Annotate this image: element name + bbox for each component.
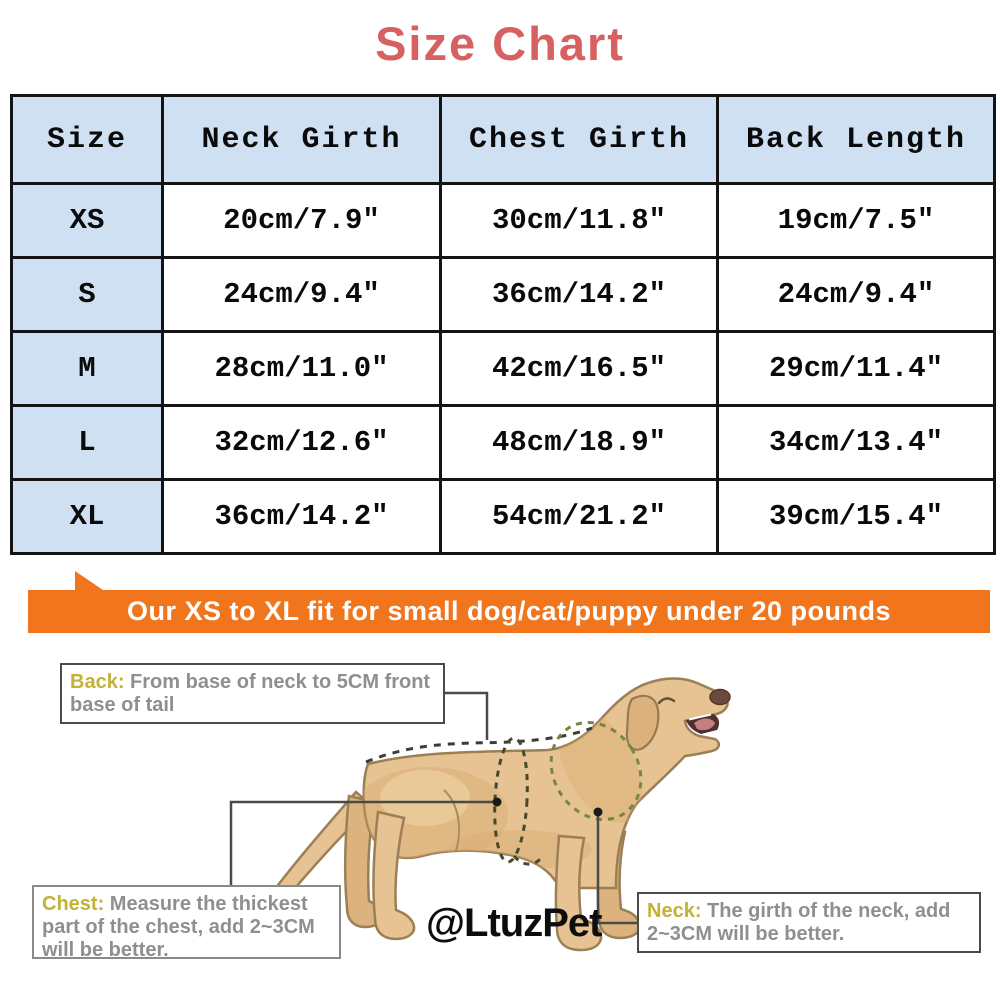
cell-chest: 42cm/16.5″ xyxy=(441,332,718,406)
header-size: Size xyxy=(12,96,163,184)
connector-neck-dot xyxy=(594,808,603,817)
chest-annotation-label: Chest: xyxy=(42,893,105,915)
cell-neck: 24cm/9.4″ xyxy=(163,258,441,332)
neck-annotation-label: Neck: xyxy=(647,900,702,922)
dog-nose xyxy=(710,690,730,705)
cell-chest: 30cm/11.8″ xyxy=(441,184,718,258)
neck-annotation-box xyxy=(637,892,981,953)
neck-annotation-text: The girth of the neck, add 2~3CM will be better. xyxy=(647,900,951,945)
cell-neck: 20cm/7.9″ xyxy=(163,184,441,258)
cell-size: M xyxy=(12,332,163,406)
cell-neck: 36cm/14.2″ xyxy=(163,480,441,554)
page-title: Size Chart xyxy=(375,17,625,70)
cell-back: 39cm/15.4″ xyxy=(718,480,995,554)
back-annotation-text: From base of neck to 5CM front base of tail xyxy=(70,671,431,716)
connector-chest-dot xyxy=(493,798,502,807)
cell-back: 29cm/11.4″ xyxy=(718,332,995,406)
cell-chest: 36cm/14.2″ xyxy=(441,258,718,332)
cell-back: 24cm/9.4″ xyxy=(718,258,995,332)
banner-text: Our XS to XL fit for small dog/cat/puppy under 20 pounds xyxy=(126,596,892,626)
header-back-length: Back Length xyxy=(718,96,995,184)
cell-back: 34cm/13.4″ xyxy=(718,406,995,480)
connector-back xyxy=(445,693,487,740)
cell-size: L xyxy=(12,406,163,480)
cell-neck: 32cm/12.6″ xyxy=(163,406,441,480)
cell-size: XL xyxy=(12,480,163,554)
cell-size: XS xyxy=(12,184,163,258)
cell-chest: 48cm/18.9″ xyxy=(441,406,718,480)
cell-neck: 28cm/11.0″ xyxy=(163,332,441,406)
cell-chest: 54cm/21.2″ xyxy=(441,480,718,554)
header-neck-girth: Neck Girth xyxy=(163,96,441,184)
back-annotation-label: Back: xyxy=(70,671,125,693)
chest-annotation-box xyxy=(32,885,341,959)
cell-size: S xyxy=(12,258,163,332)
watermark: @LtuzPet xyxy=(426,901,602,945)
back-annotation-box xyxy=(60,663,445,724)
cell-back: 19cm/7.5″ xyxy=(718,184,995,258)
header-chest-girth: Chest Girth xyxy=(441,96,718,184)
chest-annotation-text: Measure the thickest part of the chest, add 2~3CM will be better. xyxy=(42,893,315,961)
